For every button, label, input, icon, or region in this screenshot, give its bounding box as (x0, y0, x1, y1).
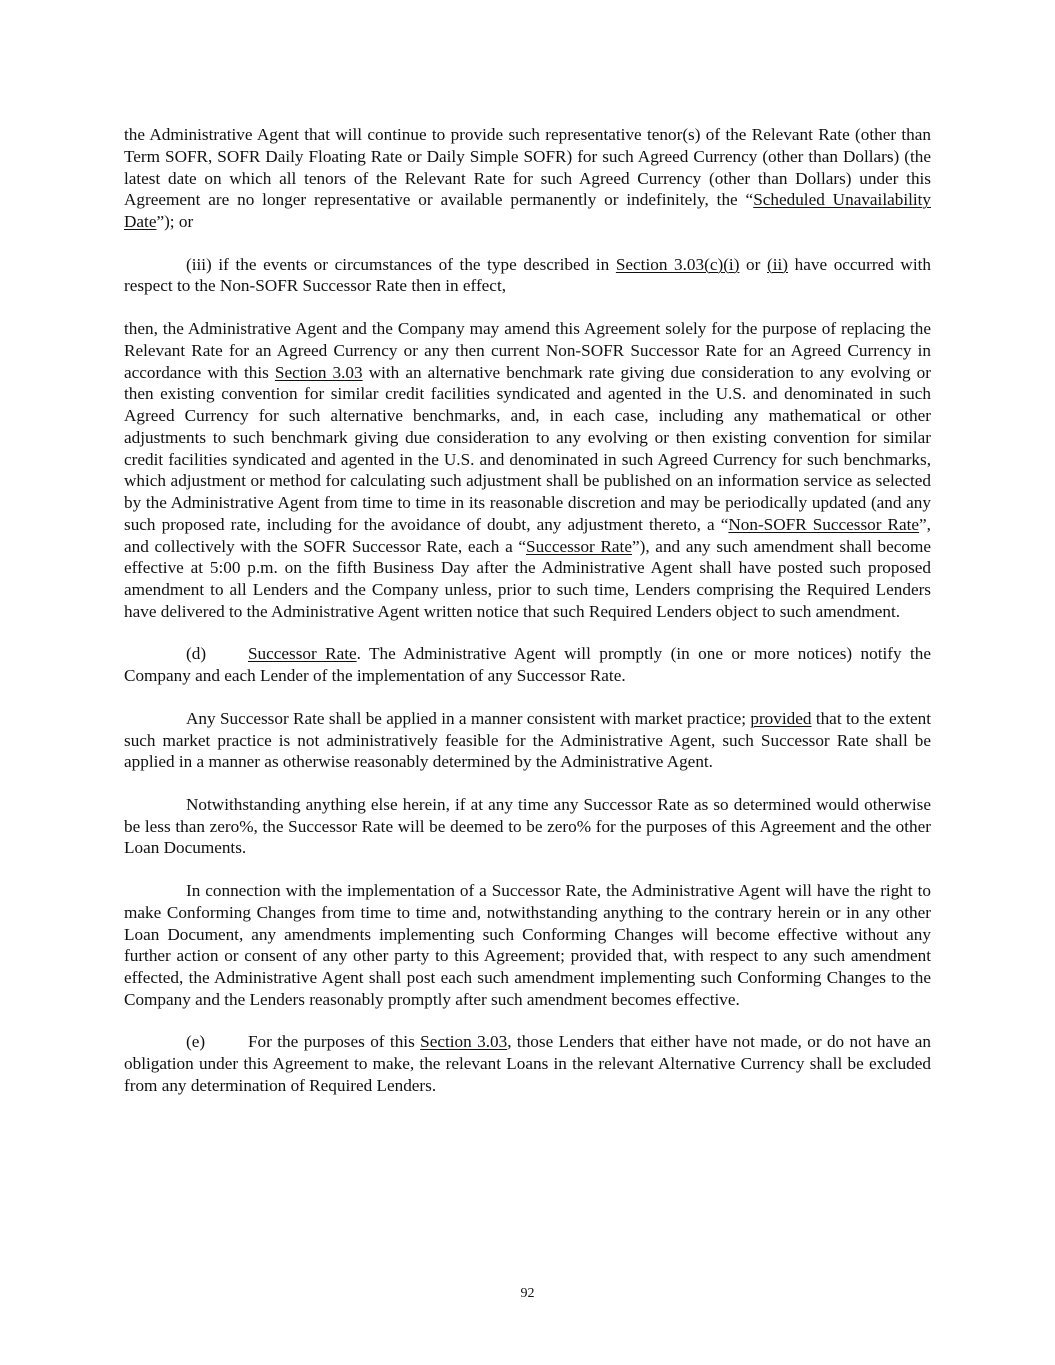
paragraph-conforming-changes: In connection with the implementation of a Successor Rate, the Administrative Agent will have the right to make Conforming Changes from time to time and, notwithstanding anything to the contrary herein or in any other Loan Document, any amendments implementing such Conforming Changes will become effective without any further action or consent of any other party to this Agreement; provided that, with respect to any such amendment effected, the Administrative Agent shall post each such amendment implementing such Conforming Changes to the Company and the Lenders reasonably promptly after such amendment becomes effective. (124, 881, 931, 1009)
term-provided: provided (750, 708, 812, 728)
defined-term-non-sofr-successor-rate: Non-SOFR Successor Rate (728, 514, 920, 534)
paragraph-zero-floor: Notwithstanding anything else herein, if at any time any Successor Rate as so determined would otherwise be less than zero%, the Successor Rate will be deemed to be zero% for the purposes of this Agreement and the other Loan Documents. (124, 794, 931, 858)
paragraph-e-required-lenders: (e) For the purposes of this Section 3.03, those Lenders that either have not made, or do not have an obligation under this Agreement to make, the relevant Loans in the relevant Alternative Currency shall be excluded from any determination of Required Lenders. (124, 1032, 931, 1095)
section-reference-3-03-e: Section 3.03 (420, 1032, 508, 1052)
paragraph-amendment: then, the Administrative Agent and the Company may amend this Agreement solely for the purpose of replacing the Relevant Rate for an Agreed Currency or any then current Non-SOFR Successor Rate for an Agreed Currency in accordance with this Section 3.03 with an alternative benchmark rate giving due consideration to any evolving or then existing convention for similar credit facilities syndicated and agented in the U.S. and denominated in such Agreed Currency for such alternative benchmarks, and, in each case, including any mathematical or other adjustments to such benchmark giving due consideration to any evolving or then existing convention for similar credit facilities syndicated and agented in the U.S. and denominated in such Agreed Currency for such benchmarks, which adjustment or method for calculating such adjustment shall be published on an information service as selected by the Administrative Agent from time to time in its reasonable discretion and may be periodically updated (and any such proposed rate, including for the avoidance of doubt, any adjustment thereto, a “Non-SOFR Successor Rate”, and collectively with the SOFR Successor Rate, each a “Successor Rate”), and any such amendment shall become effective at 5:00 p.m. on the fifth Business Day after the Administrative Agent shall have posted such proposed amendment to all Lenders and the Company unless, prior to such time, Lenders comprising the Required Lenders have delivered to the Administrative Agent written notice that such Required Lenders object to such amendment. (124, 319, 931, 621)
page-number: 92 (520, 1286, 535, 1301)
section-reference-3-03-c-i: Section 3.03(c)(i) (615, 254, 740, 274)
heading-successor-rate: Successor Rate (248, 644, 357, 664)
paragraph-clause-iii: (iii) if the events or circumstances of the type described in Section 3.03(c)(i) or (ii) have occurred with respect to the Non-SOFR Successor Rate then in effect, (124, 254, 931, 296)
clause-label-e: (e) (186, 1032, 206, 1052)
defined-term-successor-rate: Successor Rate (526, 536, 632, 556)
clause-label-d: (d) (186, 644, 207, 664)
paragraph-d-successor-rate: (d) Successor Rate. The Administrative Agent will promptly (in one or more notices) notify the Company and each Lender of the implementation of any Successor Rate. (124, 644, 931, 686)
document-page (124, 124, 931, 1118)
defined-term-scheduled-unavailability-date: Scheduled Unavailability Date (124, 190, 932, 231)
paragraph-market-practice: Any Successor Rate shall be applied in a manner consistent with market practice; provided that to the extent such market practice is not administratively feasible for the Administrative Agent, such Successor Rate shall be applied in a manner as otherwise reasonably determined by the Administrative Agent. (124, 708, 932, 772)
section-reference-ii: (ii) (767, 254, 788, 274)
paragraph-scheduled-unavailability: the Administrative Agent that will continue to provide such representative tenor(s) of the Relevant Rate (other than Term SOFR, SOFR Daily Floating Rate or Daily Simple SOFR) for such Agreed Currency (other than Dollars) (the latest date on which all tenors of the Relevant Rate for such Agreed Currency (other than Dollars) under this Agreement are no longer representative or available permanently or indefinitely, the “Scheduled Unavailability Date”); or (124, 125, 932, 231)
section-reference-3-03: Section 3.03 (274, 362, 363, 382)
